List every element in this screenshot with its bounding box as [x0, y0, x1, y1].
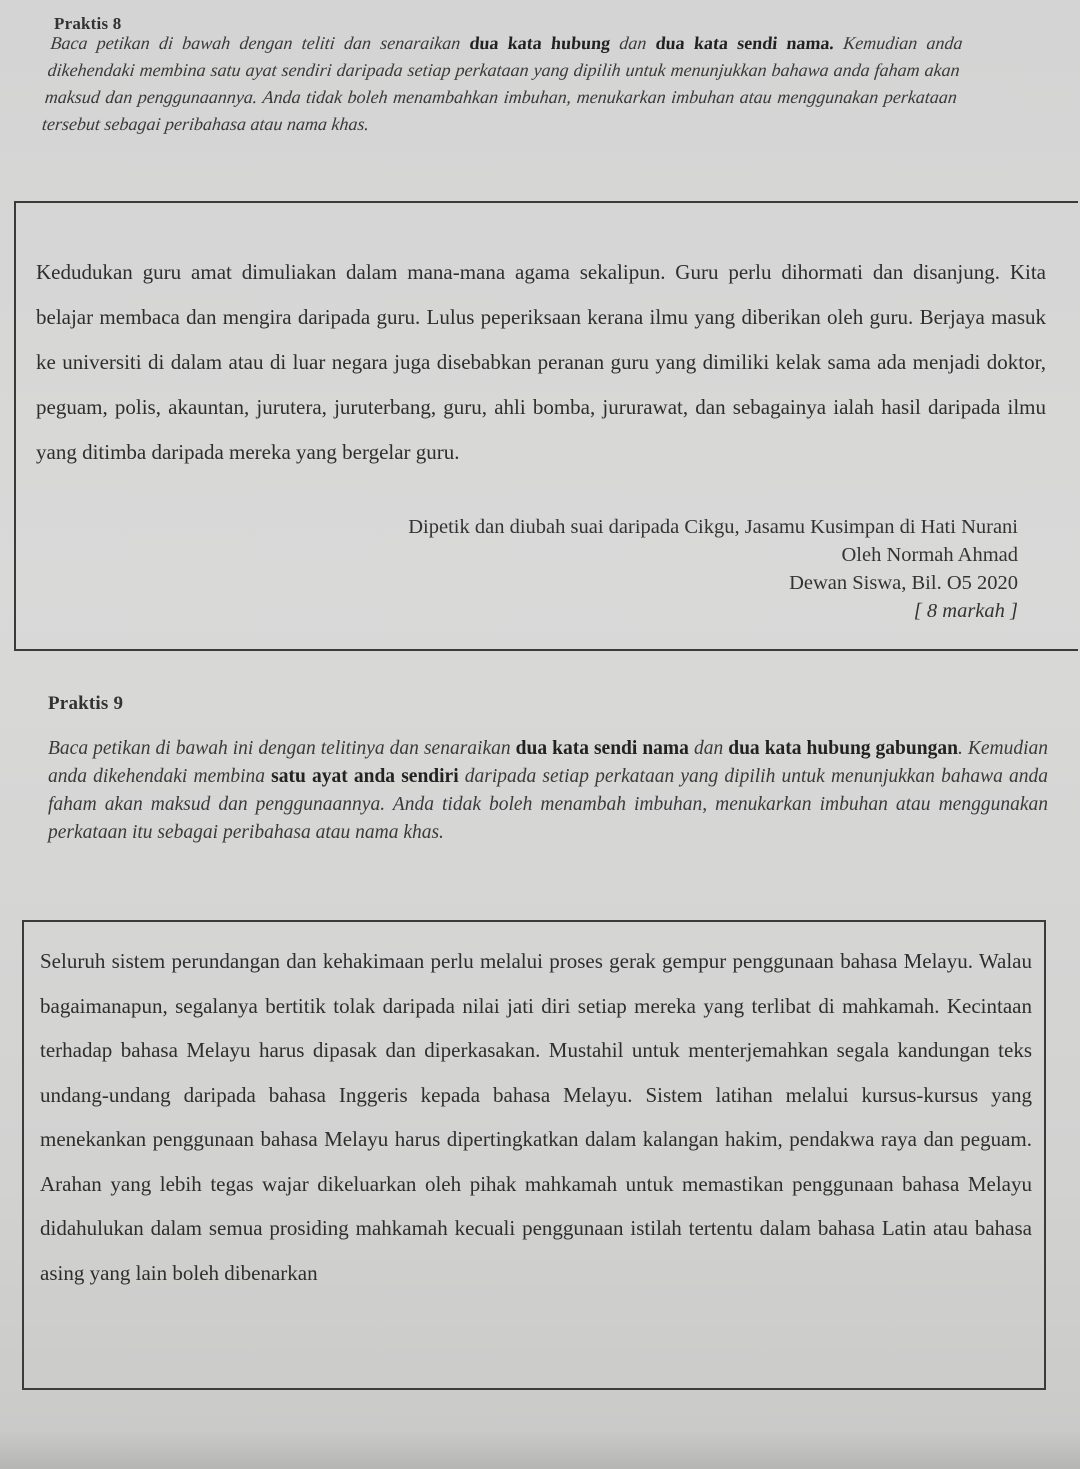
praktis-9-passage: Seluruh sistem perundangan dan kehakimaan perlu melalui proses gerak gempur penggunaan bahasa Melayu. Walau bagaimanapun, segalanya bertitik tolak daripada nilai jati diri setiap mereka yang terlibat di mahkamah. Kecintaan terhadap bahasa Melayu harus dipasak dan diperkasakan. Mustahil untuk menterjemahkan segala kandungan teks undang-undang daripada bahasa Inggeris kepada bahasa Melayu. Sistem latihan melalui kursus-kursus yang menekankan penggunaan bahasa Melayu harus dipertingkatkan dalam kalangan hakim, pendakwa raya dan peguam. Arahan yang lebih tegas wajar dikeluarkan oleh pihak mahkamah untuk memastikan penggunaan bahasa Melayu didahulukan dalam semua prosiding mahkamah kecuali penggunaan istilah tertentu dalam bahasa Latin atau bahasa asing yang lain boleh dibenarkan — [40, 949, 1032, 1285]
praktis-9-title: Praktis 9 — [48, 693, 124, 714]
praktis-8-title: Praktis 8 — [54, 14, 122, 33]
instruction-emphasis: dua kata hubung — [468, 33, 612, 53]
instruction-text: dan — [609, 33, 657, 53]
praktis-8-credit — [408, 513, 1018, 625]
page-shadow — [0, 1430, 1080, 1469]
credit-line: Dipetik dan diubah suai daripada Cikgu, Jasamu Kusimpan di Hati Nurani — [408, 516, 1018, 538]
instruction-text: Baca petikan di bawah dengan teliti dan senaraikan — [49, 33, 471, 53]
instruction-emphasis: dua kata sendi nama — [515, 738, 689, 759]
marks-label: [ 8 markah ] — [913, 600, 1018, 622]
instruction-text: . Kemudian anda dikehendaki membina — [48, 738, 1048, 787]
instruction-emphasis: dua kata sendi nama. — [654, 33, 836, 53]
praktis-8-passage: Kedudukan guru amat dimuliakan dalam mana-mana agama sekalipun. Guru perlu dihormati dan disanjung. Kita belajar membaca dan mengira daripada guru. Lulus peperiksaan kerana ilmu yang diberikan oleh guru. Berjaya masuk ke universiti di dalam atau di luar negara juga disebabkan peranan guru yang dimiliki kelak sama ada menjadi doktor, peguam, polis, akauntan, jurutera, juruterbang, guru, ahli bomba, jururawat, dan sebagainya ialah hasil daripada ilmu yang ditimba daripada mereka yang bergelar guru. — [36, 260, 1046, 464]
credit-line: Oleh Normah Ahmad — [841, 544, 1018, 566]
instruction-emphasis: satu ayat anda sendiri — [271, 766, 459, 787]
instruction-text: dan — [688, 738, 729, 759]
instruction-text: daripada setiap perkataan yang dipilih untuk menunjukkan bahawa anda faham akan maksud dan penggunaannya. Anda tidak boleh menambah imbuhan, menukarkan imbuhan atau menggunakan perkataan itu sebagai peribahasa atau nama khas. — [48, 766, 1048, 843]
instruction-text: Baca petikan di bawah ini dengan telitinya dan senaraikan — [48, 738, 516, 759]
praktis-9-instructions — [48, 735, 1048, 847]
instruction-text: Kemudian anda dikehendaki membina satu ayat sendiri daripada setiap perkataan yang dipilih untuk menunjukkan bahawa anda faham akan maksud dan penggunaannya. Anda tidak boleh menambahkan imbuhan, menukarkan imbuhan atau menggunakan perkataan tersebut sebagai peribahasa atau nama khas. — [41, 33, 964, 134]
praktis-8-instructions — [41, 30, 964, 138]
instruction-emphasis: dua kata hubung gabungan — [728, 738, 958, 759]
credit-line: Dewan Siswa, Bil. O5 2020 — [789, 572, 1018, 594]
